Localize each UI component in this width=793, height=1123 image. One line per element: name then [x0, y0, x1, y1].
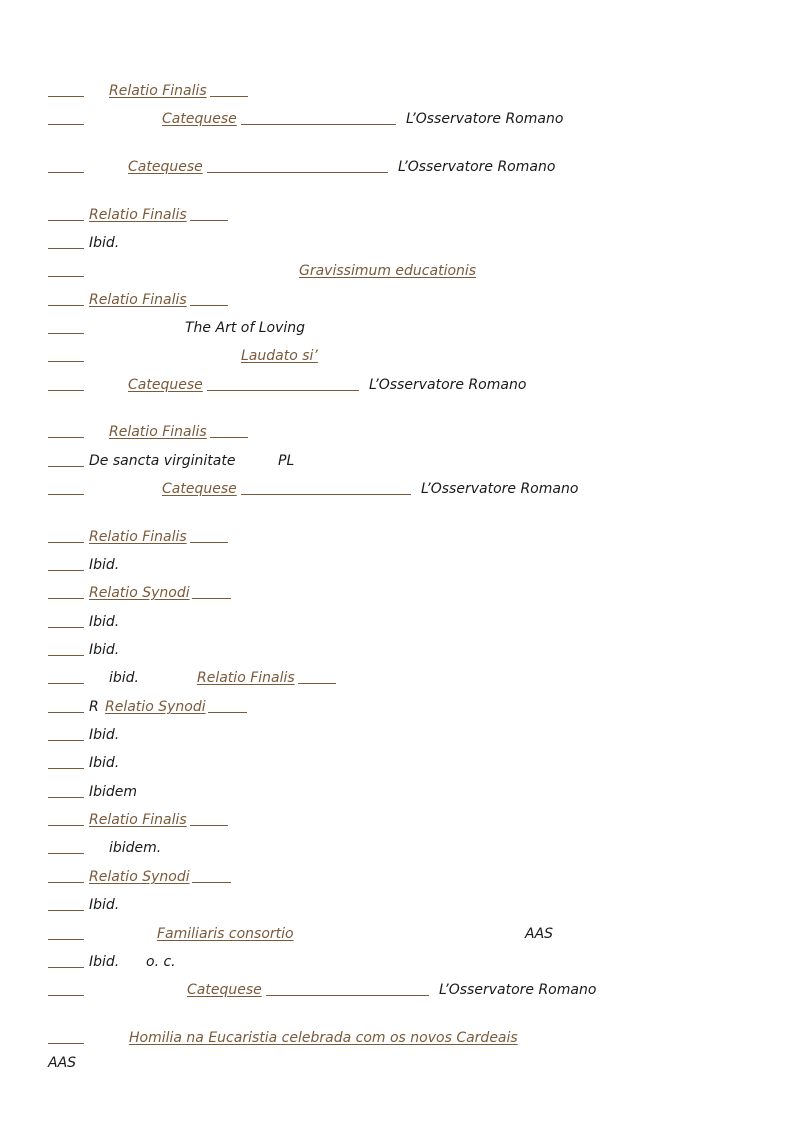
footnote-text: The Art of Loving: [185, 320, 306, 336]
footnote-extra: o. c.: [146, 954, 176, 970]
footnote-number-line: [48, 376, 84, 391]
footnote-text: Ibid.: [89, 642, 120, 658]
footnote-13: [48, 480, 768, 498]
footnote-number-line: [48, 423, 84, 438]
link-underline-tail: [241, 110, 396, 125]
footnote-link[interactable]: Relatio Synodi: [89, 585, 190, 601]
footnote-31-continuation: [48, 1054, 768, 1072]
footnote-number-line: [48, 262, 84, 277]
footnote-29: [48, 953, 768, 971]
footnote-link[interactable]: Laudato si’: [241, 348, 318, 364]
footnote-source: L’Osservatore Romano: [369, 377, 527, 393]
footnote-text: Ibid.: [89, 614, 120, 630]
link-underline-tail: [190, 291, 228, 306]
link-underline-tail: [190, 811, 228, 826]
footnote-1: [48, 82, 768, 100]
footnote-11: [48, 423, 768, 441]
footnote-12: [48, 452, 768, 470]
footnote-number-line: [48, 981, 84, 996]
footnote-number-line: [48, 925, 84, 940]
footnote-26: [48, 868, 768, 886]
footnote-number-line: [48, 953, 84, 968]
link-underline-tail: [192, 868, 231, 883]
footnote-text: ibid.: [109, 670, 140, 686]
footnote-4: [48, 206, 768, 224]
footnote-link[interactable]: Relatio Synodi: [105, 699, 206, 715]
footnote-number-line: [48, 783, 84, 798]
footnote-number-line: [48, 234, 84, 249]
footnote-text: De sancta virginitate: [89, 453, 236, 469]
footnote-5: [48, 234, 768, 252]
footnote-22: [48, 754, 768, 772]
footnote-7: [48, 291, 768, 309]
footnote-number-line: [48, 868, 84, 883]
footnote-number-line: [48, 613, 84, 628]
footnote-link[interactable]: Catequese: [162, 481, 237, 497]
footnote-link[interactable]: Relatio Finalis: [89, 812, 187, 828]
footnote-number-line: [48, 839, 84, 854]
footnote-number-line: [48, 452, 84, 467]
footnote-number-line: [48, 1029, 84, 1044]
footnote-number-line: [48, 319, 84, 334]
footnote-17: [48, 613, 768, 631]
footnote-2: [48, 110, 768, 128]
link-underline-tail: [192, 584, 231, 599]
footnote-number-line: [48, 641, 84, 656]
footnote-16: [48, 584, 768, 602]
footnote-24: [48, 811, 768, 829]
link-underline-tail: [207, 158, 388, 173]
footnote-20: [48, 698, 768, 716]
footnote-number-line: [48, 206, 84, 221]
footnote-23: [48, 783, 768, 801]
footnote-source: L’Osservatore Romano: [421, 481, 579, 497]
footnote-link[interactable]: Relatio Finalis: [89, 207, 187, 223]
footnote-source: L’Osservatore Romano: [398, 159, 556, 175]
footnote-6: [48, 262, 768, 280]
footnote-link[interactable]: Relatio Finalis: [197, 670, 295, 686]
footnote-number-line: [48, 556, 84, 571]
footnote-text: ibidem.: [109, 840, 162, 856]
footnote-number-line: [48, 669, 84, 684]
footnote-link[interactable]: Catequese: [187, 982, 262, 998]
footnote-10: [48, 376, 768, 394]
footnote-link[interactable]: Catequese: [128, 377, 203, 393]
footnote-link[interactable]: Relatio Finalis: [89, 529, 187, 545]
link-underline-tail: [190, 528, 228, 543]
footnote-21: [48, 726, 768, 744]
footnote-link[interactable]: Familiaris consortio: [157, 926, 294, 942]
footnote-14: [48, 528, 768, 546]
footnote-number-line: [48, 82, 84, 97]
footnote-27: [48, 896, 768, 914]
link-underline-tail: [241, 480, 411, 495]
footnote-number-line: [48, 158, 84, 173]
footnote-number-line: [48, 698, 84, 713]
link-underline-tail: [208, 698, 247, 713]
link-underline-tail: [210, 82, 248, 97]
footnote-number-line: [48, 347, 84, 362]
footnote-3: [48, 158, 768, 176]
footnote-text: Ibid.: [89, 557, 120, 573]
footnote-source: L’Osservatore Romano: [406, 111, 564, 127]
footnote-number-line: [48, 480, 84, 495]
footnote-number-line: [48, 896, 84, 911]
footnote-8: [48, 319, 768, 337]
footnote-text: Ibid.: [89, 954, 120, 970]
footnote-30: [48, 981, 768, 999]
footnote-link[interactable]: Gravissimum educationis: [299, 263, 477, 279]
footnote-number-line: [48, 811, 84, 826]
footnote-link[interactable]: Catequese: [128, 159, 203, 175]
footnote-25: [48, 839, 768, 857]
footnote-9: [48, 347, 768, 365]
footnote-link[interactable]: Relatio Synodi: [89, 869, 190, 885]
footnote-28: [48, 925, 768, 943]
footnote-19: [48, 669, 768, 687]
footnote-source: L’Osservatore Romano: [439, 982, 597, 998]
footnote-number-line: [48, 528, 84, 543]
link-underline-tail: [266, 981, 429, 996]
footnote-number-line: [48, 726, 84, 741]
footnote-number-line: [48, 110, 84, 125]
footnote-number-line: [48, 291, 84, 306]
footnote-extra: PL: [278, 453, 295, 469]
footnote-18: [48, 641, 768, 659]
footnote-number-line: [48, 754, 84, 769]
link-underline-tail: [210, 423, 248, 438]
footnote-continuation: AAS: [48, 1055, 77, 1071]
footnote-link[interactable]: Relatio Finalis: [109, 83, 207, 99]
footnote-prefix: R: [89, 699, 99, 715]
footnote-text: Ibid.: [89, 235, 120, 251]
footnote-text: Ibid.: [89, 755, 120, 771]
footnote-link[interactable]: Relatio Finalis: [109, 424, 207, 440]
footnote-text: Ibidem: [89, 784, 138, 800]
footnote-link[interactable]: Homilia na Eucaristia celebrada com os novos Cardeais: [129, 1030, 518, 1046]
footnote-number-line: [48, 584, 84, 599]
footnote-31: [48, 1029, 768, 1047]
footnote-15: [48, 556, 768, 574]
footnote-text: Ibid.: [89, 727, 120, 743]
link-underline-tail: [298, 669, 336, 684]
footnote-text: Ibid.: [89, 897, 120, 913]
link-underline-tail: [190, 206, 228, 221]
footnote-link[interactable]: Catequese: [162, 111, 237, 127]
footnote-link[interactable]: Relatio Finalis: [89, 292, 187, 308]
footnote-source: AAS: [525, 926, 554, 942]
link-underline-tail: [207, 376, 359, 391]
